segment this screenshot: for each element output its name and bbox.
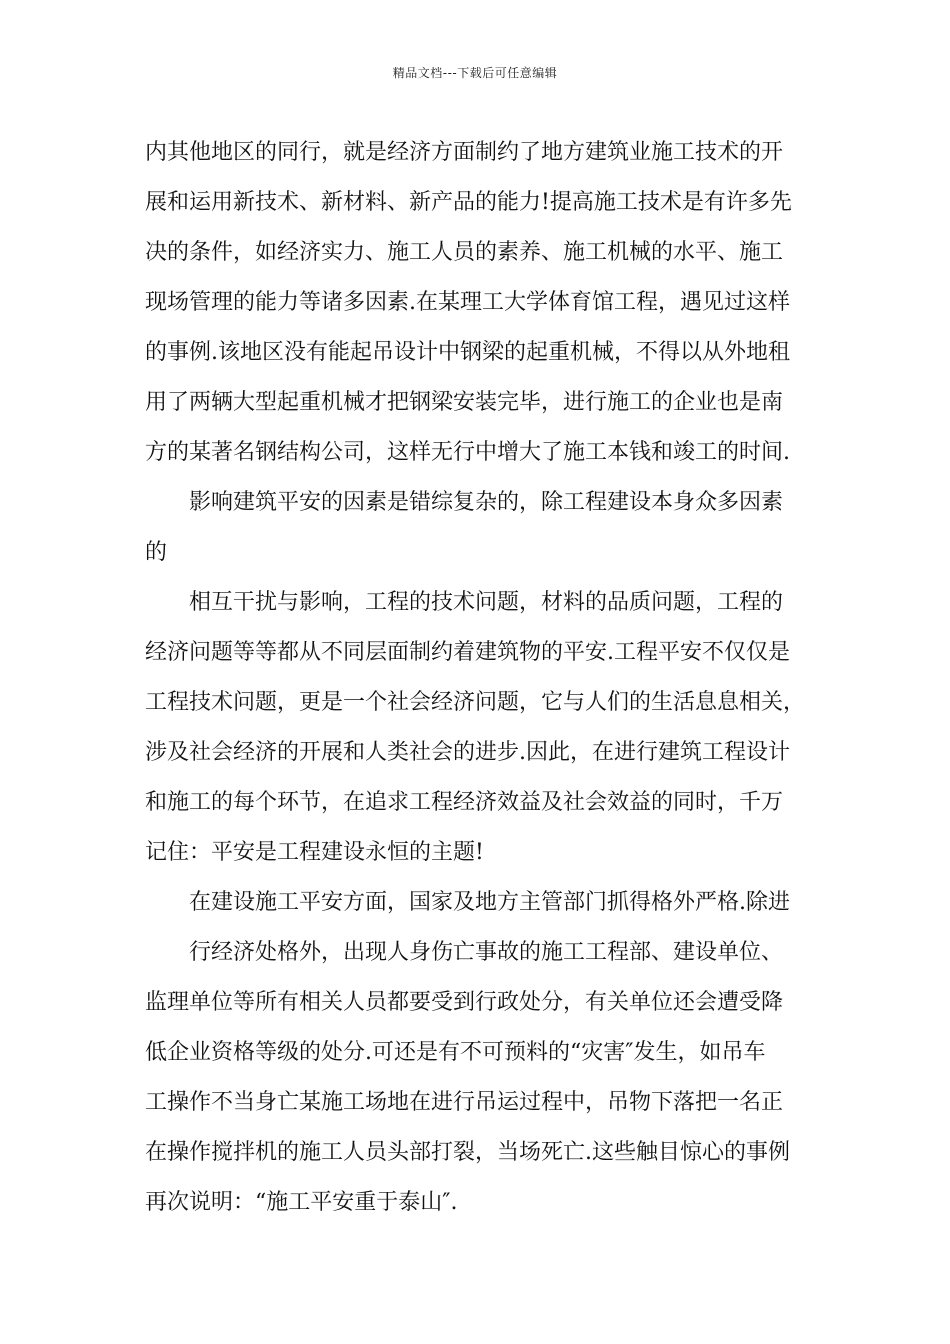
text-line: 监理单位等所有相关人员都要受到行政处分，有关单位还会遭受降 xyxy=(145,990,784,1015)
text-line: 低企业资格等级的处分.可还是有不可预料的“灾害″发生，如吊车 xyxy=(145,1040,766,1065)
text-line: 和施工的每个环节，在追求工程经济效益及社会效益的同时，千万 xyxy=(145,790,784,815)
text-line: 工操作不当身亡某施工场地在进行吊运过程中，吊物下落把一名正 xyxy=(145,1090,784,1115)
text-line: 行经济处格外，出现人身伤亡事故的施工工程部、建设单位、 xyxy=(189,940,784,965)
text-line: 经济问题等等都从不同层面制约着建筑物的平安.工程平安不仅仅是 xyxy=(145,640,790,665)
text-line: 的事例.该地区没有能起吊设计中钢梁的起重机械，不得以从外地租 xyxy=(145,340,790,365)
text-line: 相互干扰与影响，工程的技术问题，材料的品质问题，工程的 xyxy=(189,590,784,615)
text-line: 决的条件，如经济实力、施工人员的素养、施工机械的水平、施工 xyxy=(145,240,784,265)
page-header: 精品文档---下载后可任意编辑 xyxy=(392,66,558,80)
text-line: 内其他地区的同行，就是经济方面制约了地方建筑业施工技术的开 xyxy=(145,140,784,165)
text-line: 再次说明：“施工平安重于泰山″. xyxy=(145,1190,458,1215)
text-line: 记住：平安是工程建设永恒的主题! xyxy=(145,840,484,865)
text-line: 方的某著名钢结构公司，这样无行中增大了施工本钱和竣工的时间. xyxy=(145,440,790,465)
text-line: 在建设施工平安方面，国家及地方主管部门抓得格外严格.除进 xyxy=(189,890,790,915)
text-line: 现场管理的能力等诸多因素.在某理工大学体育馆工程，遇见过这样 xyxy=(145,290,790,315)
text-line: 用了两辆大型起重机械才把钢梁安装完毕，进行施工的企业也是南 xyxy=(145,390,784,415)
text-line: 工程技术问题，更是一个社会经济问题，它与人们的生活息息相关， xyxy=(145,690,806,715)
text-line: 影响建筑平安的因素是错综复杂的，除工程建设本身众多因素 xyxy=(189,490,784,515)
text-line: 的 xyxy=(145,540,168,565)
text-line: 涉及社会经济的开展和人类社会的进步.因此，在进行建筑工程设计 xyxy=(145,740,790,765)
text-line: 展和运用新技术、新材料、新产品的能力!提高施工技术是有许多先 xyxy=(145,190,792,215)
text-line: 在操作搅拌机的施工人员头部打裂，当场死亡.这些触目惊心的事例 xyxy=(145,1140,790,1165)
document-body xyxy=(145,128,825,1228)
